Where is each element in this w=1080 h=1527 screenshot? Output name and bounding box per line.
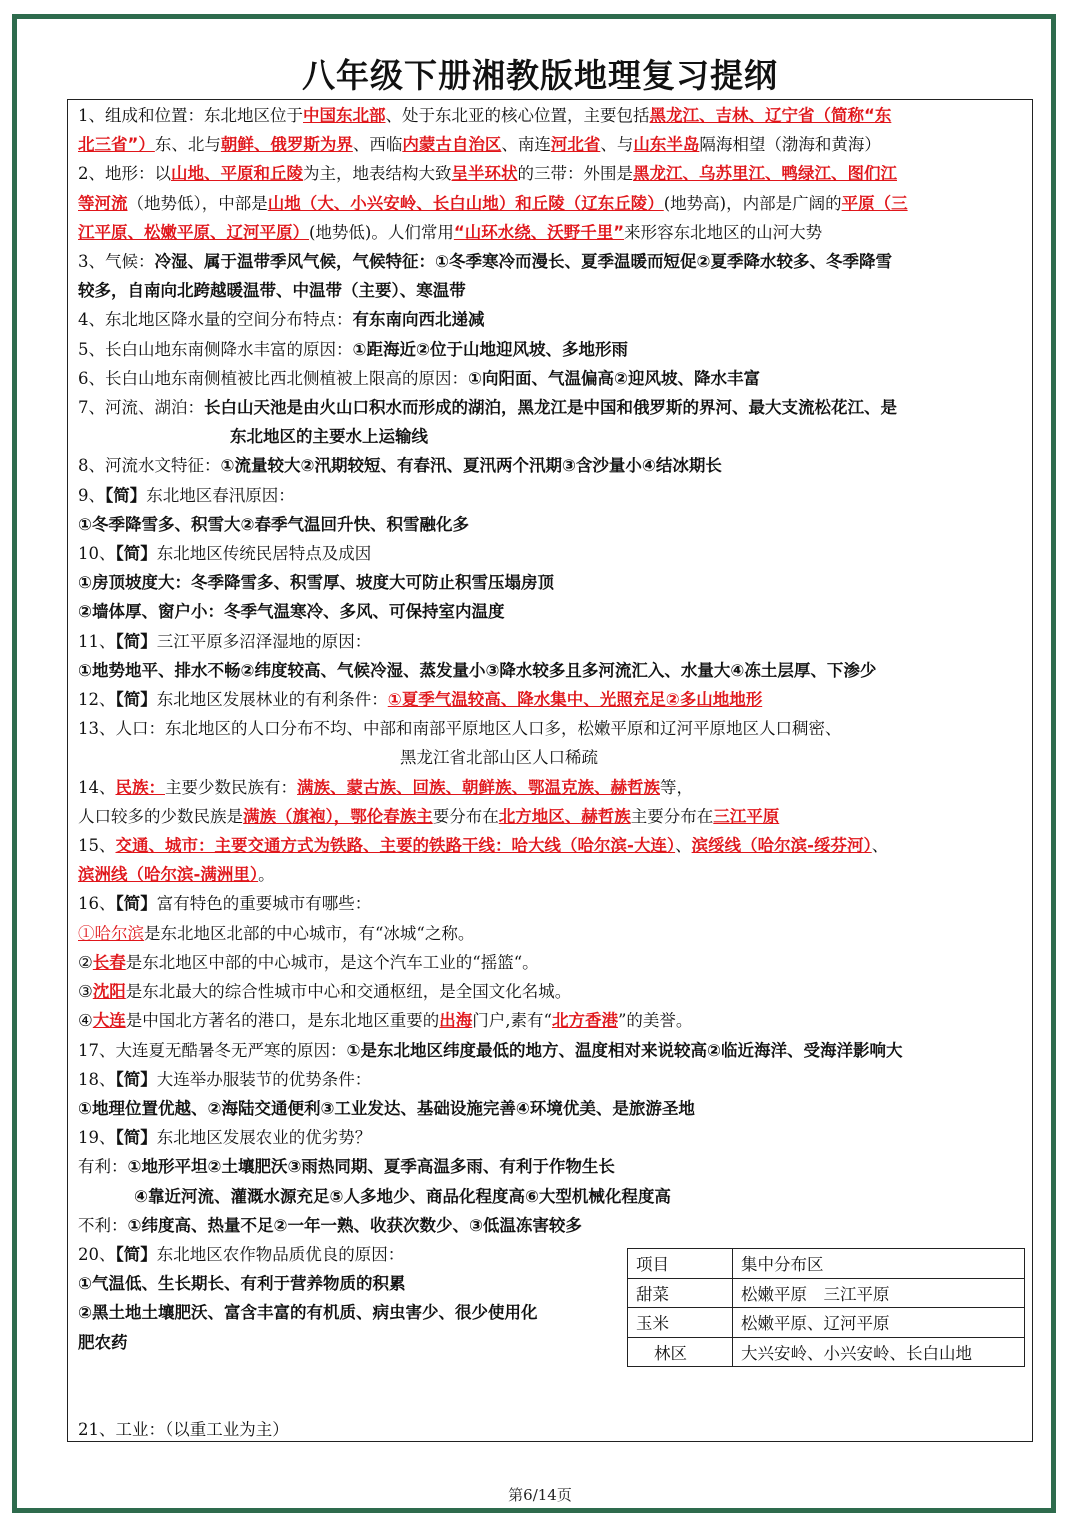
table-cell: 玉米 bbox=[628, 1308, 733, 1338]
item-9: 9、【简】东北地区春汛原因： bbox=[78, 485, 295, 505]
table-cell: 甜菜 bbox=[628, 1278, 733, 1308]
item-10-answer-1: ①房顶坡度大：冬季降雪多、积雪厚、坡度大可防止积雪压塌房顶 bbox=[78, 573, 554, 593]
item-12: 12、【简】东北地区发展林业的有利条件：①夏季气温较高、降水集中、光照充足②多山地地形 bbox=[78, 690, 763, 710]
item-20: 20、【简】东北地区农作物品质优良的原因： bbox=[78, 1244, 405, 1264]
item-8: 8、河流水文特征：①流量较大②汛期较短、有春汛、夏汛两个汛期③含沙量小④结冰期长 bbox=[78, 456, 722, 476]
table-header-cell: 项目 bbox=[628, 1249, 733, 1279]
outline-content bbox=[78, 101, 1028, 1444]
item-9-answer: ①冬季降雪多、积雪大②春季气温回升快、积雪融化多 bbox=[78, 514, 469, 534]
item-20-answer-2: ②黑土地土壤肥沃、富含丰富的有机质、病虫害少、很少使用化 bbox=[78, 1303, 538, 1323]
item-20-answer-1: ①气温低、生长期长、有利于营养物质的积累 bbox=[78, 1274, 406, 1294]
crop-distribution-table bbox=[627, 1248, 1025, 1367]
item-11: 11、【简】三江平原多沼泽湿地的原因： bbox=[78, 631, 372, 651]
page-title: 八年级下册湘教版地理复习提纲 bbox=[302, 56, 778, 95]
item-10: 10、【简】东北地区传统民居特点及成因 bbox=[78, 544, 372, 564]
item-18: 18、【简】大连举办服装节的优势条件： bbox=[78, 1069, 372, 1089]
item-13-cont: 黑龙江省北部山区人口稀疏 bbox=[400, 748, 598, 768]
item-4: 4、东北地区降水量的空间分布特点：有东南向西北递减 bbox=[78, 310, 485, 330]
item-1: 1、组成和位置：东北地区位于中国东北部、处于东北亚的核心位置，主要包括黑龙江、吉林、辽宁省（简称“东 bbox=[78, 106, 892, 125]
table-header-row bbox=[628, 1249, 1025, 1279]
item-2: 2、地形：以山地、平原和丘陵为主，地表结构大致呈半环状的三带：外围是黑龙江、乌苏里江、鸭绿江、图们江 bbox=[78, 164, 897, 184]
table-row bbox=[628, 1278, 1025, 1308]
table-cell: 松嫩平原 三江平原 bbox=[733, 1278, 1025, 1308]
item-13: 13、人口：东北地区的人口分布不均、中部和南部平原地区人口多，松嫩平原和辽河平原地区人口稠密、 bbox=[78, 719, 842, 739]
item-2-cont: 等河流（地势低），中部是山地（大、小兴安岭、长白山地）和丘陵（辽东丘陵）(地势高)，内部是广阔的平原（三 bbox=[78, 193, 908, 213]
table-row bbox=[628, 1308, 1025, 1338]
item-6: 6、长白山地东南侧植被比西北侧植被上限高的原因：①向阳面、气温偏高②迎风坡、降水丰富 bbox=[78, 368, 760, 388]
item-17: 17、大连夏无酷暑冬无严寒的原因：①是东北地区纬度最低的地方、温度相对来说较高②临近海洋、受海洋影响大 bbox=[78, 1040, 903, 1060]
item-19-pros: 有利：①地形平坦②土壤肥沃③雨热同期、夏季高温多雨、有利于作物生长 bbox=[78, 1157, 615, 1177]
page-number: 第6/14页 bbox=[508, 1486, 572, 1504]
item-21: 21、工业：（以重工业为主） bbox=[78, 1419, 289, 1439]
item-19-pros-cont: ④靠近河流、灌溉水源充足⑤人多地少、商品化程度高⑥大型机械化程度高 bbox=[134, 1186, 671, 1206]
item-5: 5、长白山地东南侧降水丰富的原因：①距海近②位于山地迎风坡、多地形雨 bbox=[78, 339, 628, 359]
table-header-cell: 集中分布区 bbox=[733, 1249, 1025, 1279]
item-10-answer-2: ②墙体厚、窗户小：冬季气温寒冷、多风、可保持室内温度 bbox=[78, 602, 505, 622]
item-16-city-2: ②长春是东北地区中部的中心城市，是这个汽车工业的“摇篮“。 bbox=[78, 952, 539, 972]
item-16: 16、【简】富有特色的重要城市有哪些： bbox=[78, 894, 372, 914]
item-16-city-4: ④大连是中国北方著名的港口，是东北地区重要的出海门户,素有“北方香港”的美誉。 bbox=[78, 1011, 693, 1031]
item-14-cont: 人口较多的少数民族是满族（旗袍），鄂伦春族主要分布在北方地区、赫哲族主要分布在三江平原 bbox=[78, 806, 780, 826]
item-7: 7、河流、湖泊：长白山天池是由火山口积水而形成的湖泊，黑龙江是中国和俄罗斯的界河、最大支流松花江、是 bbox=[78, 398, 897, 418]
item-16-city-1: ①哈尔滨是东北地区北部的中心城市，有“冰城“之称。 bbox=[78, 923, 475, 943]
item-16-city-3: ③沈阳是东北最大的综合性城市中心和交通枢纽，是全国文化名城。 bbox=[78, 982, 572, 1002]
item-2-cont2: 江平原、松嫩平原、辽河平原）(地势低)。人们常用“山环水绕、沃野千里”来形容东北地区的山河大势 bbox=[78, 222, 823, 242]
table-cell: 松嫩平原、辽河平原 bbox=[733, 1308, 1025, 1338]
item-1-cont: 北三省”）东、北与朝鲜、俄罗斯为界、西临内蒙古自治区、南连河北省、与山东半岛隔海相望（渤海和黄海） bbox=[78, 135, 881, 155]
item-3-cont: 较多，自南向北跨越暖温带、中温带（主要）、寒温带 bbox=[78, 281, 466, 301]
item-19: 19、【简】东北地区发展农业的优劣势？ bbox=[78, 1128, 372, 1148]
item-15: 15、交通、城市：主要交通方式为铁路、主要的铁路干线：哈大线（哈尔滨-大连）、滨绥线（哈尔滨-绥芬河）、 bbox=[78, 836, 889, 856]
item-11-answer: ①地势地平、排水不畅②纬度较高、气候冷湿、蒸发量小③降水较多且多河流汇入、水量大④冻土层厚、下渗少 bbox=[78, 660, 877, 680]
table-cell: 林区 bbox=[628, 1337, 733, 1367]
item-3: 3、气候：冷湿、属于温带季风气候，气候特征：①冬季寒冷而漫长、夏季温暖而短促②夏季降水较多、冬季降雪 bbox=[78, 252, 892, 272]
item-18-answer: ①地理位置优越、②海陆交通便利③工业发达、基础设施完善④环境优美、是旅游圣地 bbox=[78, 1098, 695, 1118]
item-15-cont: 滨洲线（哈尔滨-满洲里）。 bbox=[78, 865, 275, 885]
table-row bbox=[628, 1337, 1025, 1367]
item-20-answer-3: 肥农药 bbox=[78, 1332, 128, 1352]
item-14: 14、民族：主要少数民族有：满族、蒙古族、回族、朝鲜族、鄂温克族、赫哲族等， bbox=[78, 777, 693, 797]
table-cell: 大兴安岭、小兴安岭、长白山地 bbox=[733, 1337, 1025, 1367]
item-19-cons: 不利：①纬度高、热量不足②一年一熟、收获次数少、③低温冻害较多 bbox=[78, 1215, 582, 1235]
item-7-cont: 东北地区的主要水上运输线 bbox=[230, 427, 428, 447]
